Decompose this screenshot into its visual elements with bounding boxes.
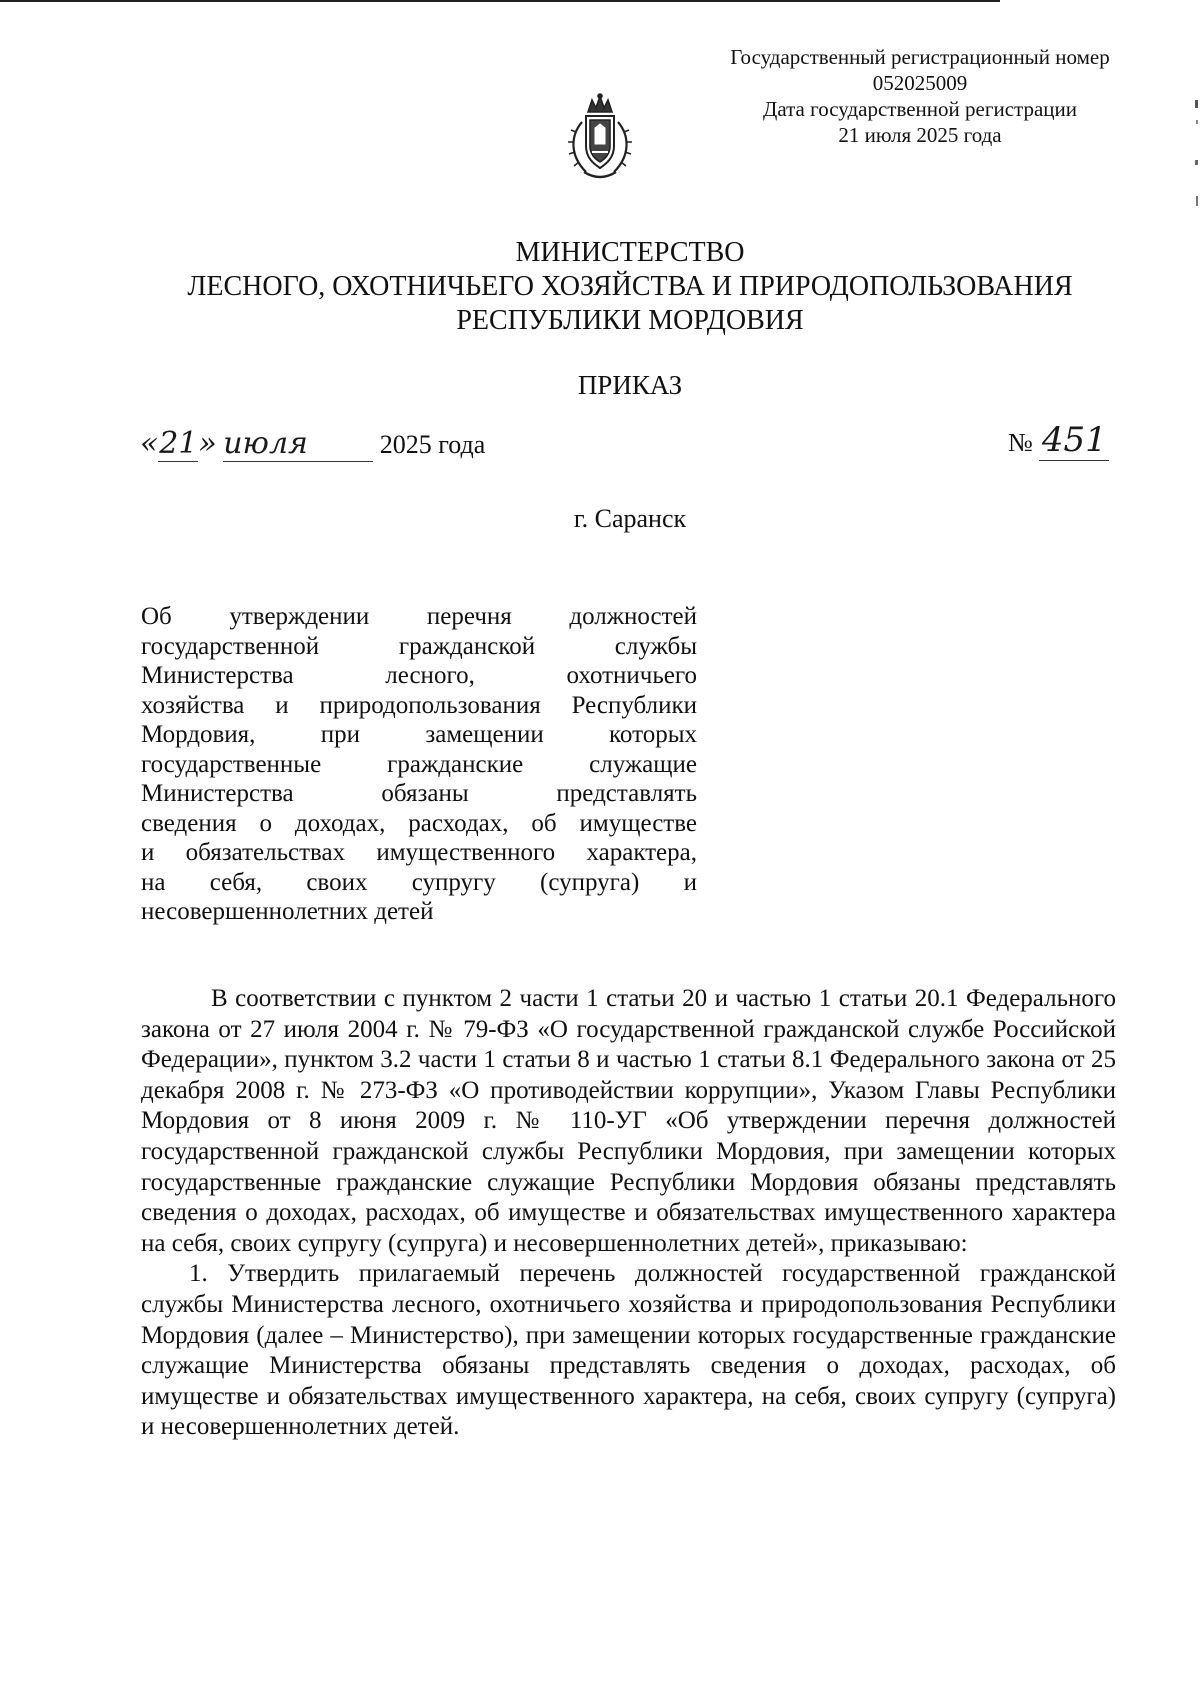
subject-line: несовершеннолетних детей (141, 898, 434, 925)
subject-line: государственные гражданские служащие (141, 750, 697, 778)
subject-line: Министерства обязаны представлять (141, 780, 697, 807)
preamble-paragraph: В соответствии с пунктом 2 части 1 статьи 20 и частью 1 статьи 20.1 Федерального закона от 27 июля 2004 г. № 79-ФЗ «О государственной гражданской службе Российской Федерации», пунктом 3.2 части 1 статьи 8 и частью 1 статьи 8.1 Федерального закона от 25 декабря 2008 г. № 273-ФЗ «О противодействии коррупции», Указом Главы Республики Мордовия от 8 июня 2009 г. № 110-УГ «Об утверждении перечня должностей государственной гражданской службы Республики Мордовия, при замещении которых государственные гражданские служащие Республики Мордовия обязаны представлять сведения о доходах, расходах, об имуществе и обязательствах имущественного характера на себя, своих супругу (супруга) и несовершеннолетних детей», приказываю: (141, 985, 1116, 1257)
coat-of-arms-icon (562, 92, 638, 182)
subject-line: Министерства лесного, охотничьего (141, 662, 697, 689)
quote-open: « (140, 426, 159, 461)
point-1-paragraph: 1. Утвердить прилагаемый перечень должностей государственной гражданской службы Министерства лесного, охотничьего хозяйства и природопользования Республики Мордовия (далее – Министерство), при замещении которых государственные гражданские служащие Министерства обязаны представлять сведения о доходах, расходах, об имуществе и обязательствах имущественного характера, на себя, своих супругу (супруга) и несовершеннолетних детей. (141, 1260, 1116, 1441)
order-number-handwritten: 451 (1039, 420, 1109, 461)
subject-line: на себя, своих супругу (супруга) и (141, 868, 697, 896)
quote-close: » (198, 426, 217, 461)
order-body (141, 984, 1116, 1443)
subject-line: сведения о доходах, расходах, об имуществе (141, 809, 697, 837)
order-title: ПРИКАЗ (577, 370, 683, 400)
ministry-heading (100, 236, 1160, 338)
order-date (140, 426, 485, 462)
ministry-line-1: МИНИСТЕРСТВО (515, 237, 745, 268)
ministry-line-2: ЛЕСНОГО, ОХОТНИЧЬЕГО ХОЗЯЙСТВА И ПРИРОДОПОЛЬЗОВАНИЯ (187, 271, 1073, 302)
registration-label: Государственный регистрационный номер (730, 45, 1110, 69)
order-day-handwritten: 21 (159, 426, 198, 461)
subject-line: государственной гражданской службы (141, 632, 697, 660)
number-sign: № (1008, 428, 1033, 457)
registration-date: 21 июля 2025 года (838, 123, 1002, 147)
subject-line: Об утверждении перечня должностей (141, 603, 697, 630)
registration-date-label: Дата государственной регистрации (763, 97, 1077, 121)
registration-block (700, 44, 1140, 148)
order-month-handwritten: июля (223, 426, 373, 462)
registration-number: 052025009 (872, 71, 968, 95)
order-city: г. Саранск (573, 504, 687, 533)
scan-artifact (1195, 100, 1198, 210)
subject-line: и обязательствах имущественного характера, (141, 839, 697, 866)
subject-line: Мордовия, при замещении которых (141, 721, 697, 748)
order-year: 2025 года (379, 430, 486, 459)
order-subject (141, 602, 697, 927)
ministry-line-3: РЕСПУБЛИКИ МОРДОВИЯ (456, 305, 804, 336)
order-number (1008, 420, 1109, 461)
subject-line: хозяйства и природопользования Республики (141, 691, 697, 719)
top-edge-line (0, 0, 1000, 2)
